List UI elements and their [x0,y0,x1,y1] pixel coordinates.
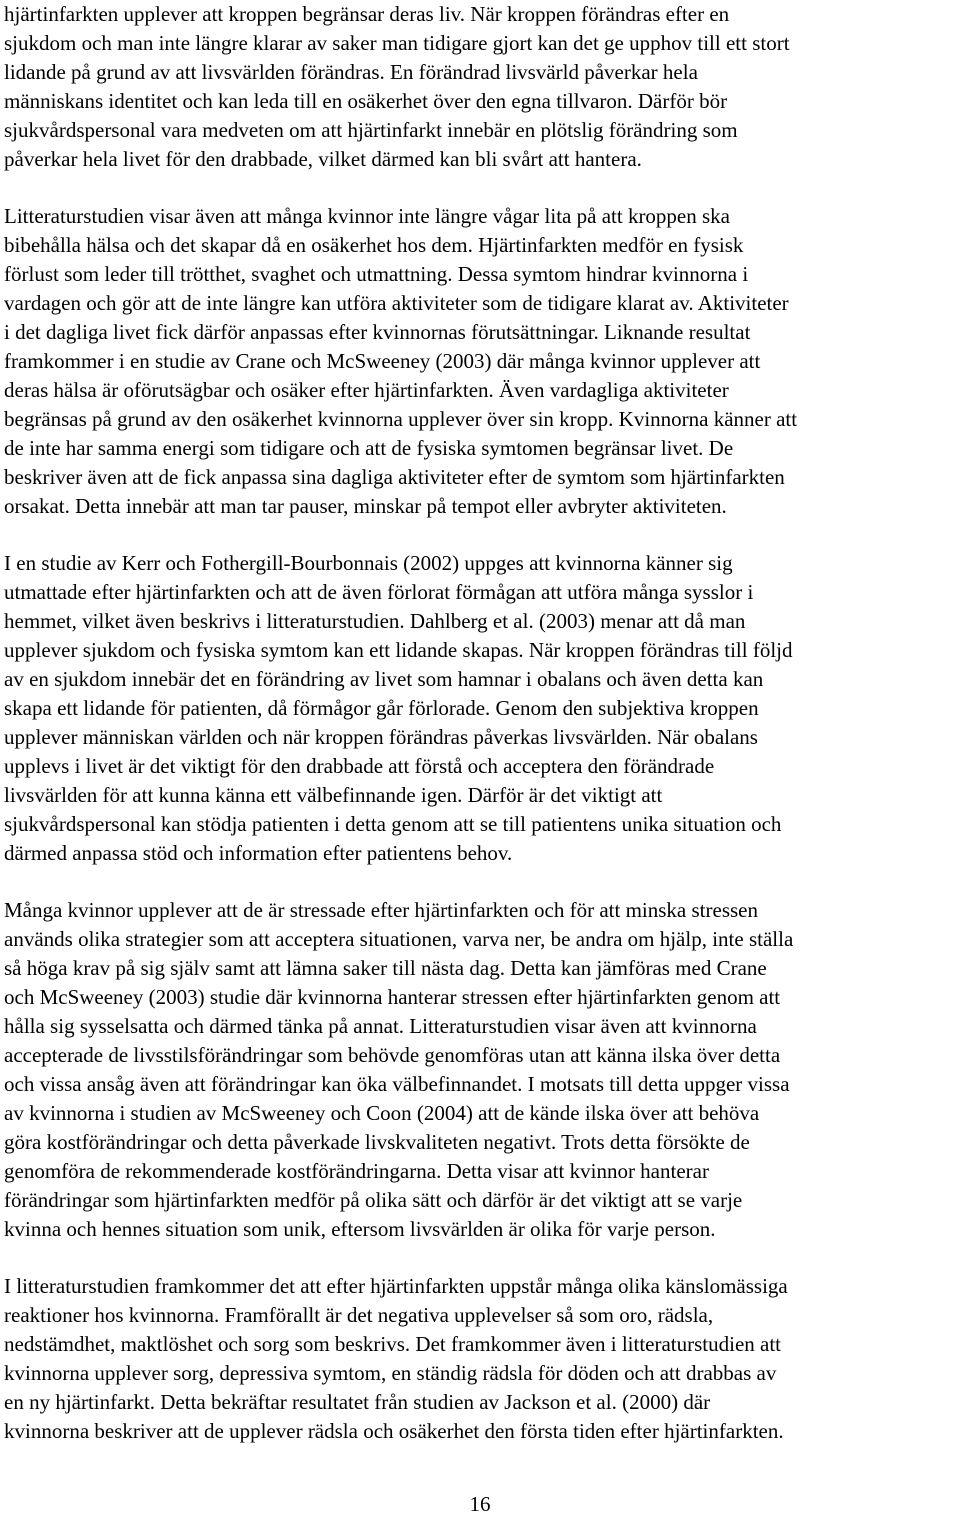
text-line: reaktioner hos kvinnorna. Framförallt är det negativa upplevelser så som oro, rädsla, [4,1303,714,1327]
text-line: vardagen och gör att de inte längre kan utföra aktiviteter som de tidigare klarat av. Aktiviteter [4,291,789,315]
text-line: framkommer i en studie av Crane och McSweeney (2003) där många kvinnor upplever att [4,349,761,373]
text-line: upplevs i livet är det viktigt för den drabbade att förstå och acceptera den förändrade [4,754,715,778]
text-line: därmed anpassa stöd och information efter patientens behov. [4,841,513,865]
text-line: bibehålla hälsa och det skapar då en osäkerhet hos dem. Hjärtinfarkten medför en fysisk [4,233,744,257]
text-line: sjukvårdspersonal vara medveten om att hjärtinfarkt innebär en plötslig förändring som [4,118,738,142]
text-line: nedstämdhet, maktlöshet och sorg som beskrivs. Det framkommer även i litteraturstudien att [4,1332,782,1356]
text-line: upplever sjukdom och fysiska symtom kan ett lidande skapas. När kroppen förändras till följd [4,638,793,662]
document-page [4,0,960,1474]
text-line: I en studie av Kerr och Fothergill-Bourbonnais (2002) uppges att kvinnorna känner sig [4,551,733,575]
text-line: påverkar hela livet för den drabbade, vilket därmed kan bli svårt att hantera. [4,147,642,171]
text-line: upplever människan världen och när kroppen förändras påverkas livsvärlden. När obalans [4,725,758,749]
paragraph-2 [4,202,960,521]
paragraph-3 [4,549,960,868]
text-line: genomföra de rekommenderade kostförändringarna. Detta visar att kvinnor hanterar [4,1159,709,1183]
text-line: sjukdom och man inte längre klarar av saker man tidigare gjort kan det ge upphov till ett stort [4,31,790,55]
text-line: kvinna och hennes situation som unik, eftersom livsvärlden är olika för varje person. [4,1217,716,1241]
text-line: Litteraturstudien visar även att många kvinnor inte längre vågar lita på att kroppen ska [4,204,730,228]
text-line: livsvärlden för att kunna känna ett välbefinnande igen. Därför är det viktigt att [4,783,663,807]
text-line: människans identitet och kan leda till en osäkerhet över den egna tillvaron. Därför bör [4,89,728,113]
text-line: I litteraturstudien framkommer det att efter hjärtinfarkten uppstår många olika känslomässiga [4,1274,788,1298]
paragraph-4 [4,896,960,1244]
text-line: kvinnorna upplever sorg, depressiva symtom, en ständig rädsla för döden och att drabbas av [4,1361,777,1385]
text-line: Många kvinnor upplever att de är stressade efter hjärtinfarkten och för att minska stressen [4,898,758,922]
text-line: av en sjukdom innebär det en förändring av livet som hamnar i obalans och även detta kan [4,667,764,691]
text-line: så höga krav på sig själv samt att lämna saker till nästa dag. Detta kan jämföras med Crane [4,956,767,980]
text-line: en ny hjärtinfarkt. Detta bekräftar resultatet från studien av Jackson et al. (2000) där [4,1390,711,1414]
paragraph-5 [4,1272,960,1446]
text-line: lidande på grund av att livsvärlden förändras. En förändrad livsvärld påverkar hela [4,60,698,84]
text-line: utmattade efter hjärtinfarkten och att de även förlorat förmågan att utföra många sysslor i [4,580,754,604]
text-line: beskriver även att de fick anpassa sina dagliga aktiviteter efter de symtom som hjärtinfarkten [4,465,785,489]
text-line: används olika strategier som att acceptera situationen, varva ner, be andra om hjälp, inte ställa [4,927,794,951]
text-line: förlust som leder till trötthet, svaghet och utmattning. Dessa symtom hindrar kvinnorna i [4,262,749,286]
paragraph-1 [4,0,960,174]
text-line: i det dagliga livet fick därför anpassas efter kvinnornas förutsättningar. Liknande resultat [4,320,751,344]
text-line: accepterade de livsstilsförändringar som behövde genomföras utan att känna ilska över detta [4,1043,781,1067]
text-line: deras hälsa är oförutsägbar och osäker efter hjärtinfarkten. Även vardagliga aktiviteter [4,378,729,402]
text-line: hålla sig sysselsatta och därmed tänka på annat. Litteraturstudien visar även att kvinnorna [4,1014,757,1038]
page-number: 16 [469,1492,491,1516]
text-line: och McSweeney (2003) studie där kvinnorna hanterar stressen efter hjärtinfarkten genom att [4,985,781,1009]
text-line: skapa ett lidande för patienten, då förmågor går förlorade. Genom den subjektiva kroppen [4,696,759,720]
text-line: begränsas på grund av den osäkerhet kvinnorna upplever över sin kropp. Kvinnorna känner att [4,407,798,431]
text-line: de inte har samma energi som tidigare och att de fysiska symtomen begränsar livet. De [4,436,734,460]
text-line: hjärtinfarkten upplever att kroppen begränsar deras liv. När kroppen förändras efter en [4,2,730,26]
text-line: av kvinnorna i studien av McSweeney och Coon (2004) att de kände ilska över att behöva [4,1101,760,1125]
text-line: sjukvårdspersonal kan stödja patienten i detta genom att se till patientens unika situation och [4,812,782,836]
text-line: orsakat. Detta innebär att man tar pauser, minskar på tempot eller avbryter aktiviteten. [4,494,727,518]
text-line: förändringar som hjärtinfarkten medför på olika sätt och därför är det viktigt att se varje [4,1188,743,1212]
text-line: och vissa ansåg även att förändringar kan öka välbefinnandet. I motsats till detta uppger vissa [4,1072,790,1096]
text-line: göra kostförändringar och detta påverkade livskvaliteten negativt. Trots detta försökte de [4,1130,750,1154]
text-line: hemmet, vilket även beskrivs i litteraturstudien. Dahlberg et al. (2003) menar att då man [4,609,746,633]
text-line: kvinnorna beskriver att de upplever rädsla och osäkerhet den första tiden efter hjärtinfarkten. [4,1419,784,1443]
